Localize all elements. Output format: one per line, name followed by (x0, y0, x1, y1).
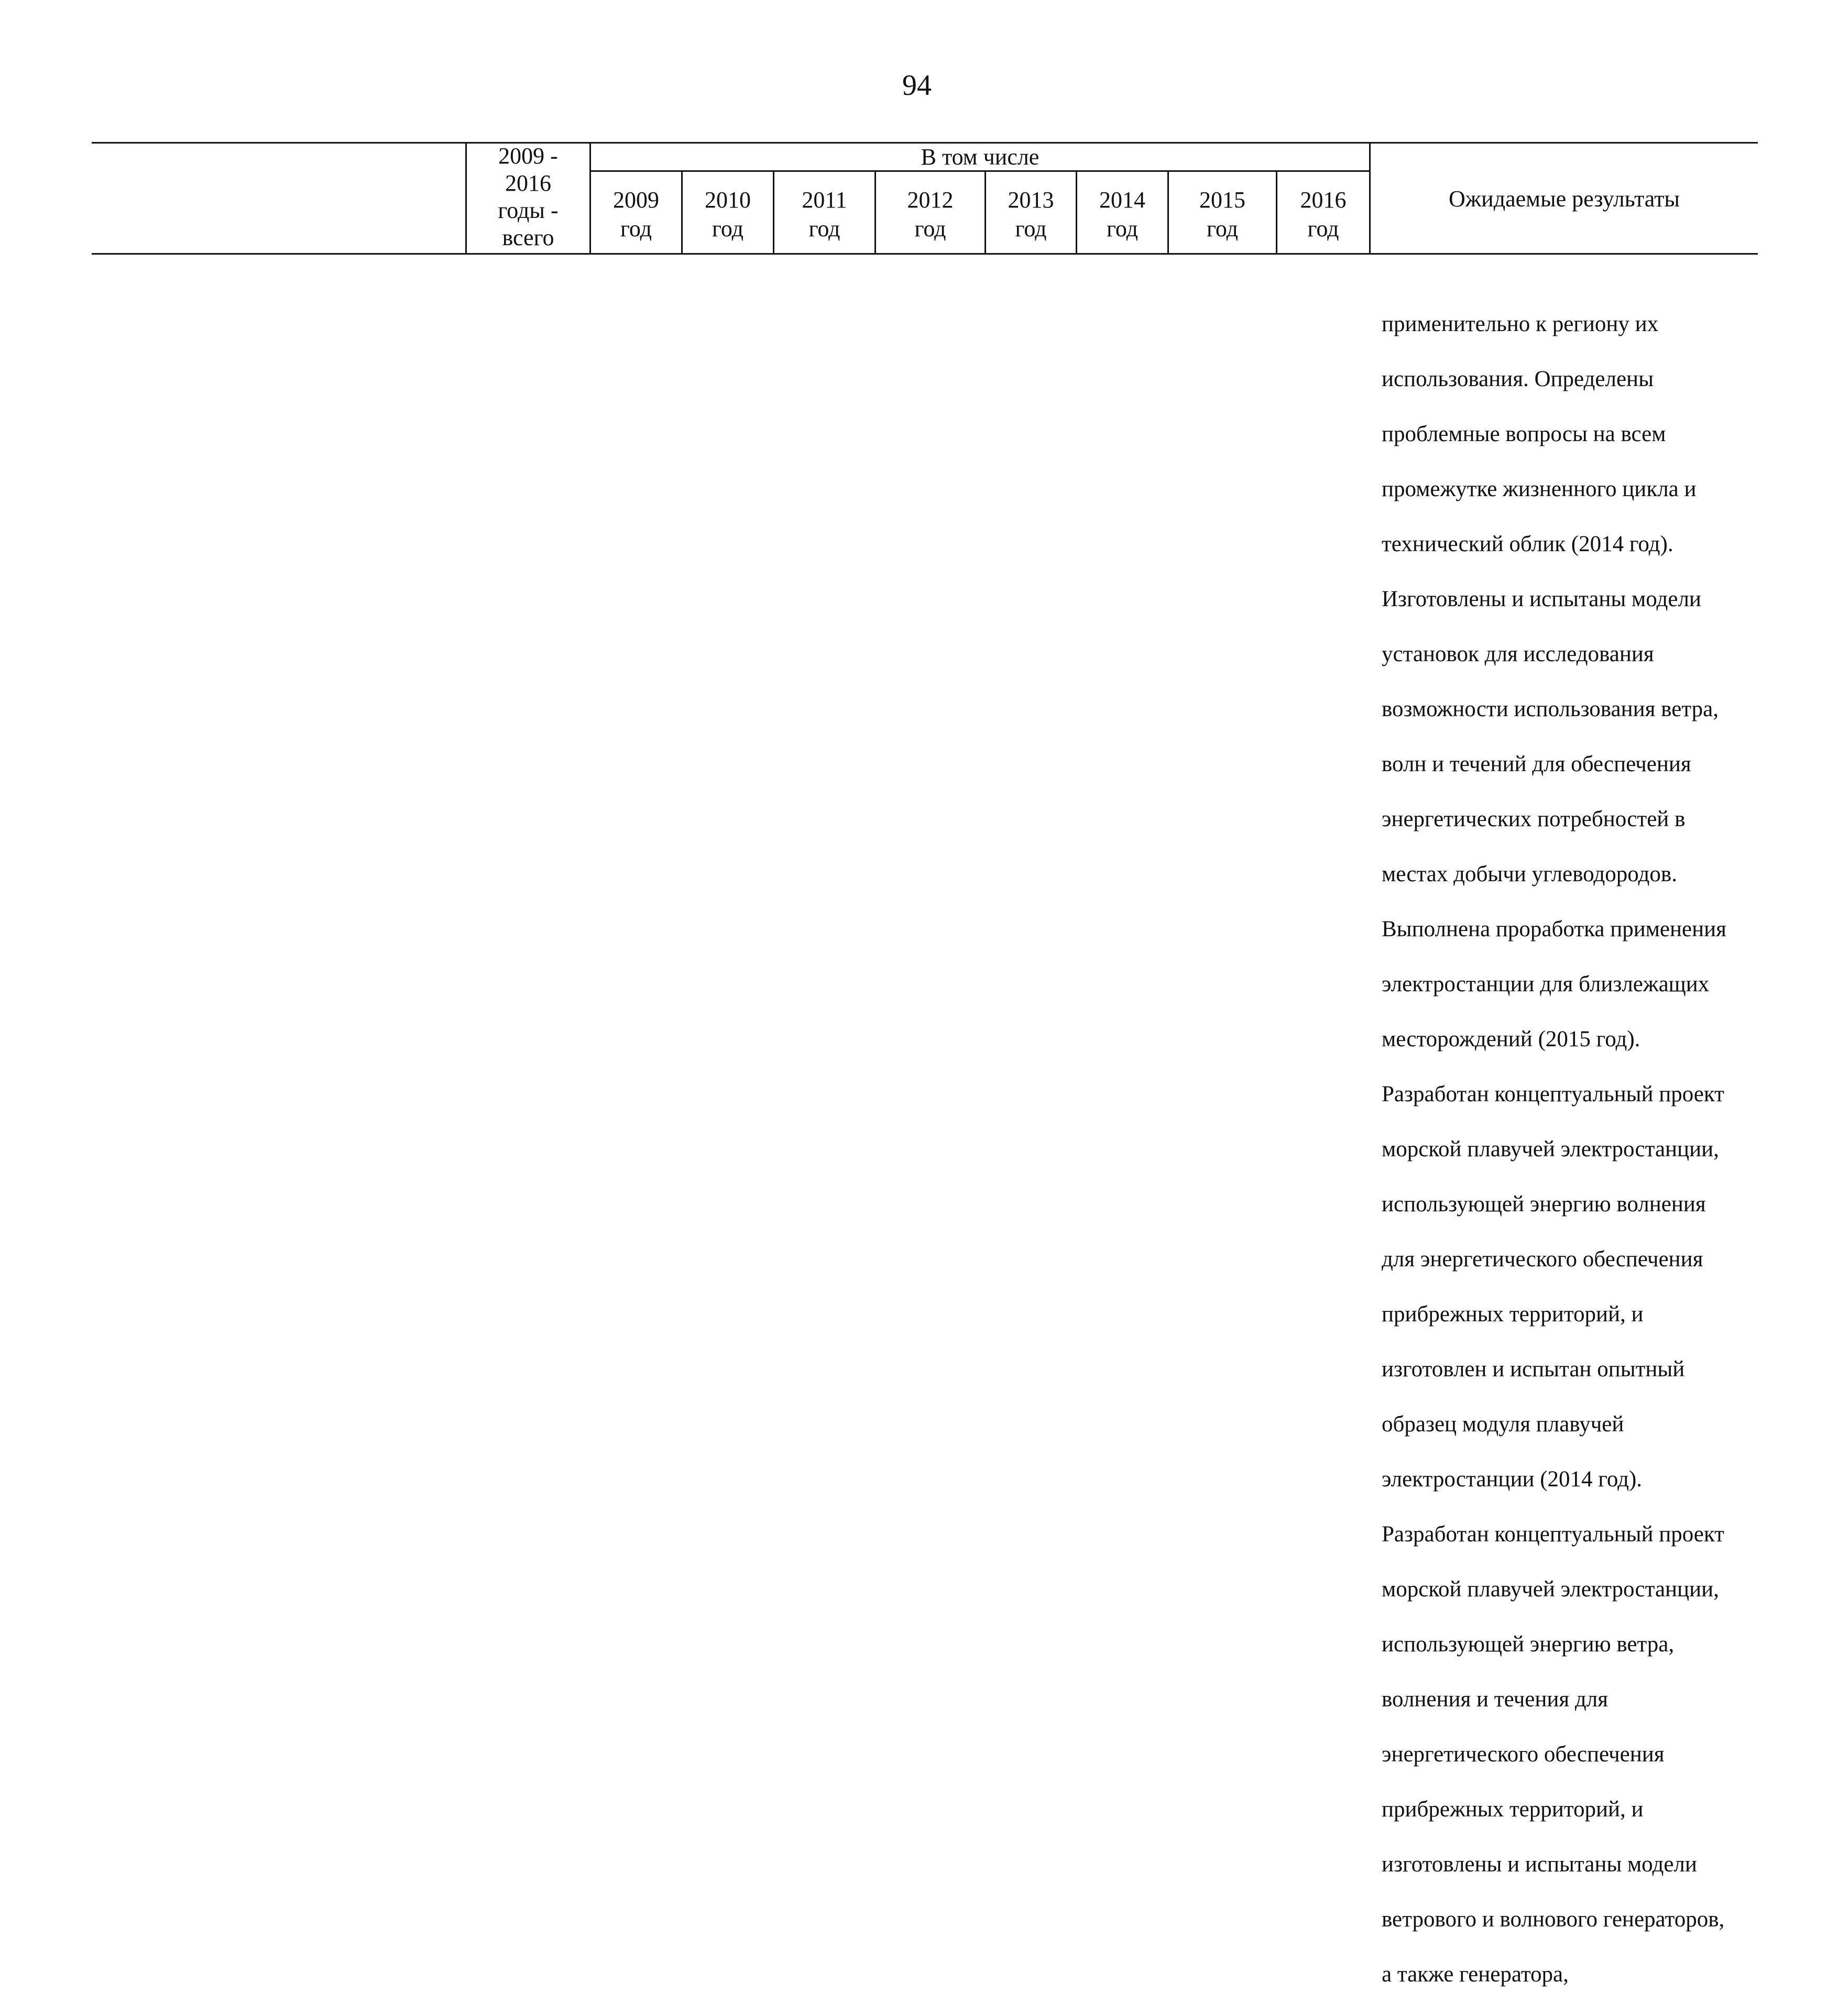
total-line: 2016 (505, 170, 551, 196)
text-line: проблемные вопросы на всем (1382, 421, 1666, 446)
text-line: энергетических потребностей в (1382, 806, 1686, 831)
year-value: 2010 (705, 187, 751, 213)
text-line: использующей энергию ветра, (1382, 1631, 1675, 1657)
text-line: а также генератора, (1382, 1962, 1569, 1987)
text-line: волн и течений для обеспечения (1382, 751, 1691, 776)
year-header-2016 (1277, 185, 1369, 243)
text-line: прибрежных территорий, и (1382, 1301, 1644, 1327)
text-line: изготовлен и испытан опытный (1382, 1356, 1685, 1382)
text-line: Разработан концептуальный проект (1382, 1521, 1724, 1547)
text-line: технический облик (2014 год). (1382, 531, 1673, 556)
text-line: применительно к региону их (1382, 311, 1659, 336)
expected-results-text (1382, 283, 1759, 2016)
total-line: 2009 - (498, 143, 558, 169)
total-column-header (467, 143, 589, 251)
year-unit: год (1106, 216, 1139, 242)
text-line: Выполнена проработка применения (1382, 916, 1726, 941)
text-line: изготовлены и испытаны модели (1382, 1851, 1697, 1877)
text-line: образец модуля плавучей (1382, 1411, 1624, 1437)
text-line: морской плавучей электростанции, (1382, 1136, 1719, 1162)
year-header-2014 (1077, 185, 1167, 243)
table-header (92, 142, 1758, 255)
year-value: 2011 (802, 187, 847, 213)
year-header-2009 (591, 185, 681, 243)
year-header-2015 (1169, 185, 1276, 243)
year-unit: год (914, 216, 946, 242)
year-value: 2015 (1199, 187, 1245, 213)
year-header-2011 (774, 185, 874, 243)
text-line: использующей энергию волнения (1382, 1191, 1706, 1217)
text-line: Изготовлены и испытаны модели (1382, 586, 1701, 611)
text-line: местах добычи углеводородов. (1382, 861, 1677, 886)
group-label: В том числе (921, 144, 1040, 170)
text-line: волнения и течения для (1382, 1686, 1608, 1712)
results-column-header: Ожидаемые результаты (1449, 186, 1680, 212)
text-line: электростанции (2014 год). (1382, 1466, 1643, 1492)
year-unit: год (808, 216, 840, 242)
year-unit: год (712, 216, 744, 242)
year-unit: год (1206, 216, 1239, 242)
text-line: прибрежных территорий, и (1382, 1796, 1644, 1822)
text-line: для энергетического обеспечения (1382, 1246, 1703, 1272)
year-value: 2016 (1300, 187, 1347, 213)
year-header-2010 (683, 185, 773, 243)
year-value: 2012 (907, 187, 954, 213)
text-line: ветрового и волнового генераторов, (1382, 1907, 1725, 1932)
text-line: Разработан концептуальный проект (1382, 1081, 1724, 1106)
year-unit: год (620, 216, 652, 242)
year-header-2012 (876, 185, 984, 243)
text-line: морской плавучей электростанции, (1382, 1576, 1719, 1602)
text-line: промежутке жизненного цикла и (1382, 476, 1697, 501)
total-line: годы - (498, 198, 559, 223)
text-line: использования. Определены (1382, 366, 1654, 391)
text-line: электростанции для близлежащих (1382, 971, 1710, 996)
year-value: 2014 (1099, 187, 1145, 213)
text-line: энергетического обеспечения (1382, 1741, 1665, 1767)
text-line: установок для исследования (1382, 641, 1654, 666)
year-value: 2009 (613, 187, 659, 213)
total-line: всего (502, 225, 554, 250)
page-number: 94 (902, 69, 932, 102)
text-line: месторождений (2015 год). (1382, 1026, 1640, 1051)
year-header-2013 (986, 185, 1076, 243)
text-line: возможности использования ветра, (1382, 696, 1719, 721)
year-unit: год (1307, 216, 1339, 242)
year-value: 2013 (1008, 187, 1054, 213)
year-unit: год (1015, 216, 1047, 242)
